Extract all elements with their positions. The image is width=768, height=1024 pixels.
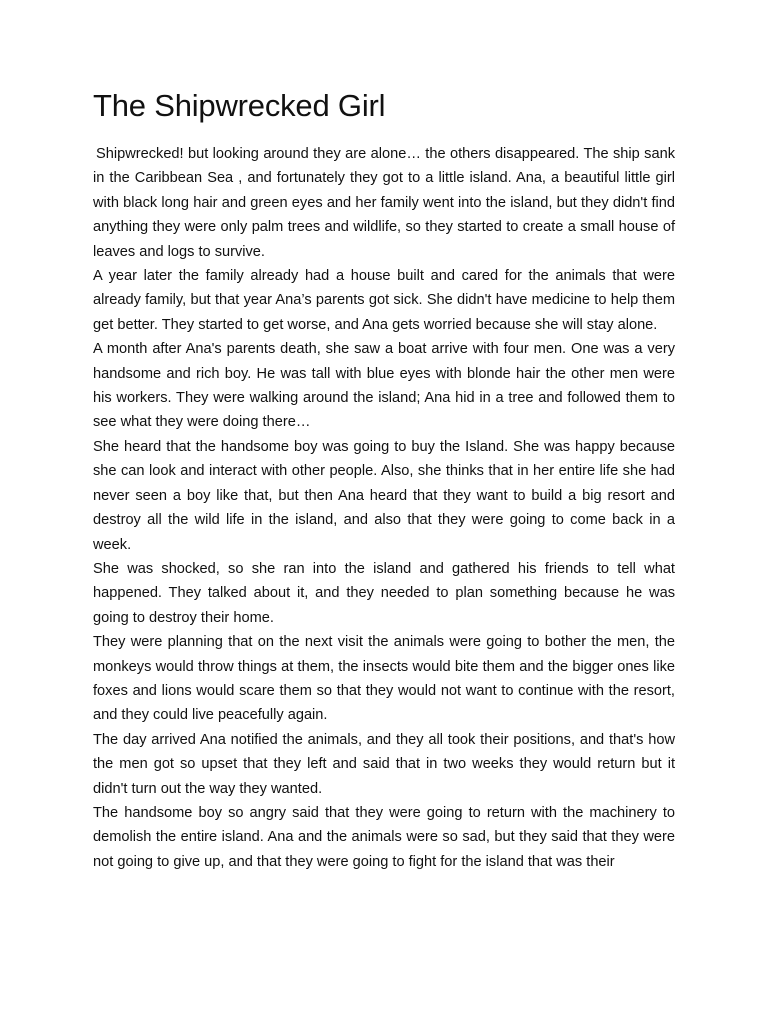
paragraph: She heard that the handsome boy was going to buy the Island. She was happy because she can look and interact with other people. Also, she thinks that in her entire life she had never seen a boy like that, but then Ana heard that they want to build a big resort and destroy all the wild life in the island, and also that they were going to come back in a week. <box>93 438 675 553</box>
paragraph: They were planning that on the next visit the animals were going to bother the men, the monkeys would throw things at them, the insects would bite them and the bigger ones like foxes and lions would scare them so that they would not want to continue with the resort, and they could live peacefully again. <box>93 634 675 724</box>
paragraph: The day arrived Ana notified the animals, and they all took their positions, and that's how the men got so upset that they left and said that in two weeks they would return but it didn't turn out the way they wanted. <box>93 731 675 797</box>
paragraph: She was shocked, so she ran into the island and gathered his friends to tell what happened. They talked about it, and they needed to plan something because he was going to destroy their home. <box>93 560 675 626</box>
paragraph: A month after Ana's parents death, she saw a boat arrive with four men. One was a very handsome and rich boy. He was tall with blue eyes with blonde hair the other men were his workers. They were walking around the island; Ana hid in a tree and followed them to see what they were doing there… <box>93 341 675 431</box>
paragraph: Shipwrecked! but looking around they are alone… the others disappeared. The ship sank in the Caribbean Sea , and fortunately they got to a little island. Ana, a beautiful little girl with black long hair and green eyes and her family went into the island, but they didn't find anything they were only palm trees and wildlife, so they started to create a small house of leaves and logs to survive. <box>93 146 675 260</box>
paragraph: A year later the family already had a house built and cared for the animals that were already family, but that year Ana’s parents got sick. She didn't have medicine to help them get better. They started to get worse, and Ana gets worried because she will stay alone. <box>93 268 675 333</box>
document-body <box>93 84 675 874</box>
document-title: The Shipwrecked Girl <box>93 88 386 123</box>
paragraph: The handsome boy so angry said that they were going to return with the machinery to demolish the entire island. Ana and the animals were so sad, but they said that they were not going to give up, and that they were going to fight for the island that was their <box>93 804 675 870</box>
